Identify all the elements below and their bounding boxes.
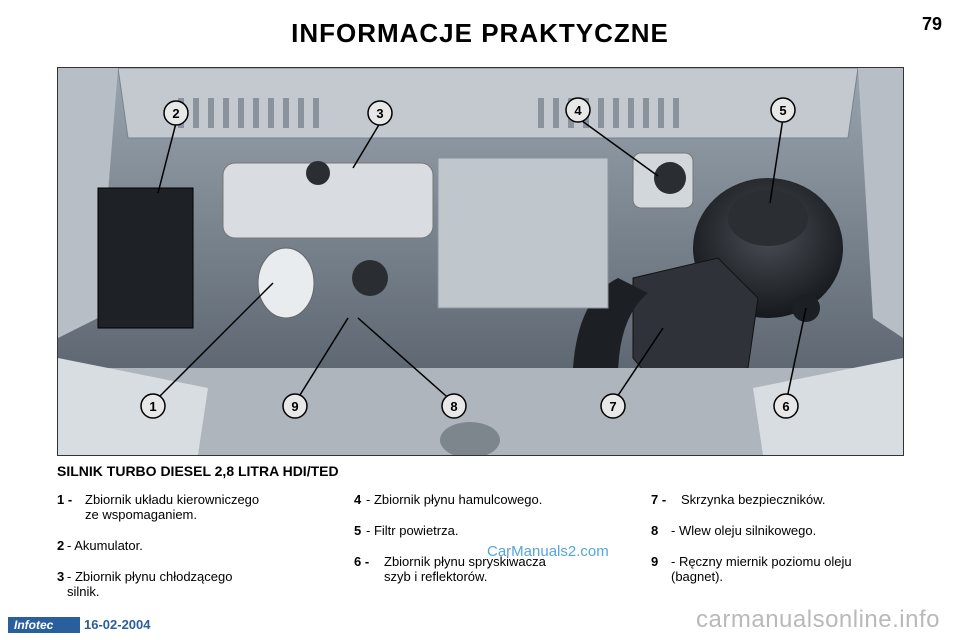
legend-number: 6 - [354,554,370,569]
callout-5-label: 5 [779,103,787,118]
legend-item-3 [57,569,327,599]
brake-fluid-cap [654,162,686,194]
engine-bay-drawing [58,68,903,455]
legend-text: - Wlew oleju silnikowego. [671,523,817,538]
legend-item-2 [57,538,327,553]
page-number: 79 [921,14,942,34]
legend-text: Skrzynka bezpieczników. [681,492,826,507]
legend-number: 1 - [57,492,73,507]
legend-text: Zbiornik płynu spryskiwacza szyb i reflektorów. [384,554,546,584]
callout-8 [442,394,466,418]
footer-date: 16-02-2004 [84,617,151,632]
coolant-cap [306,161,330,185]
legend-item-1 [57,492,327,522]
legend-text: - Zbiornik płynu chłodzącego silnik. [67,569,233,599]
legend-item-5 [354,523,624,538]
air-filter-top [728,190,808,246]
legend-item-4 [354,492,624,507]
legend-number: 5 [354,523,362,538]
engine-cover [438,158,608,308]
legend-text: - Ręczny miernik poziomu oleju (bagnet). [671,554,852,584]
callout-6-label: 6 [782,399,790,414]
legend-column-3 [651,492,911,600]
watermark: CarManuals2.com [487,543,609,560]
legend-number: 7 - [651,492,667,507]
callout-4-label: 4 [574,103,582,118]
legend-text: - Akumulator. [67,538,143,553]
callout-3-label: 3 [376,106,384,121]
legend-item-7 [651,492,911,507]
callout-4 [566,98,590,122]
callout-9 [283,394,307,418]
callout-2-label: 2 [172,106,180,121]
battery [98,188,193,328]
legend-text: Zbiornik układu kierowniczego ze wspomaganiem. [85,492,260,522]
callout-6 [774,394,798,418]
callout-5 [771,98,795,122]
legend-item-8 [651,523,911,538]
callout-1-label: 1 [149,399,157,414]
legend-column-1 [57,492,327,615]
legend-number: 9 [651,554,659,569]
callout-7 [601,394,625,418]
legend-text: - Filtr powietrza. [366,523,459,538]
legend-number: 3 [57,569,65,584]
page-title: INFORMACJE PRAKTYCZNE [291,18,669,48]
footer-site-watermark: carmanualsonline.info [696,606,940,633]
callout-7-label: 7 [609,399,617,414]
engine-bay-illustration [57,67,904,456]
callout-9-label: 9 [291,399,299,414]
callout-1 [141,394,165,418]
legend-number: 4 [354,492,362,507]
publisher-logo: Infotec [8,617,80,633]
oil-filler-cap [352,260,388,296]
legend-number: 2 [57,538,65,553]
legend-number: 8 [651,523,659,538]
power-steering-reservoir [258,248,314,318]
callout-3 [368,101,392,125]
callout-2 [164,101,188,125]
legend-item-9 [651,554,911,584]
callout-8-label: 8 [450,399,458,414]
section-title: SILNIK TURBO DIESEL 2,8 LITRA HDI/TED [57,463,339,479]
legend-text: - Zbiornik płynu hamulcowego. [366,492,543,507]
